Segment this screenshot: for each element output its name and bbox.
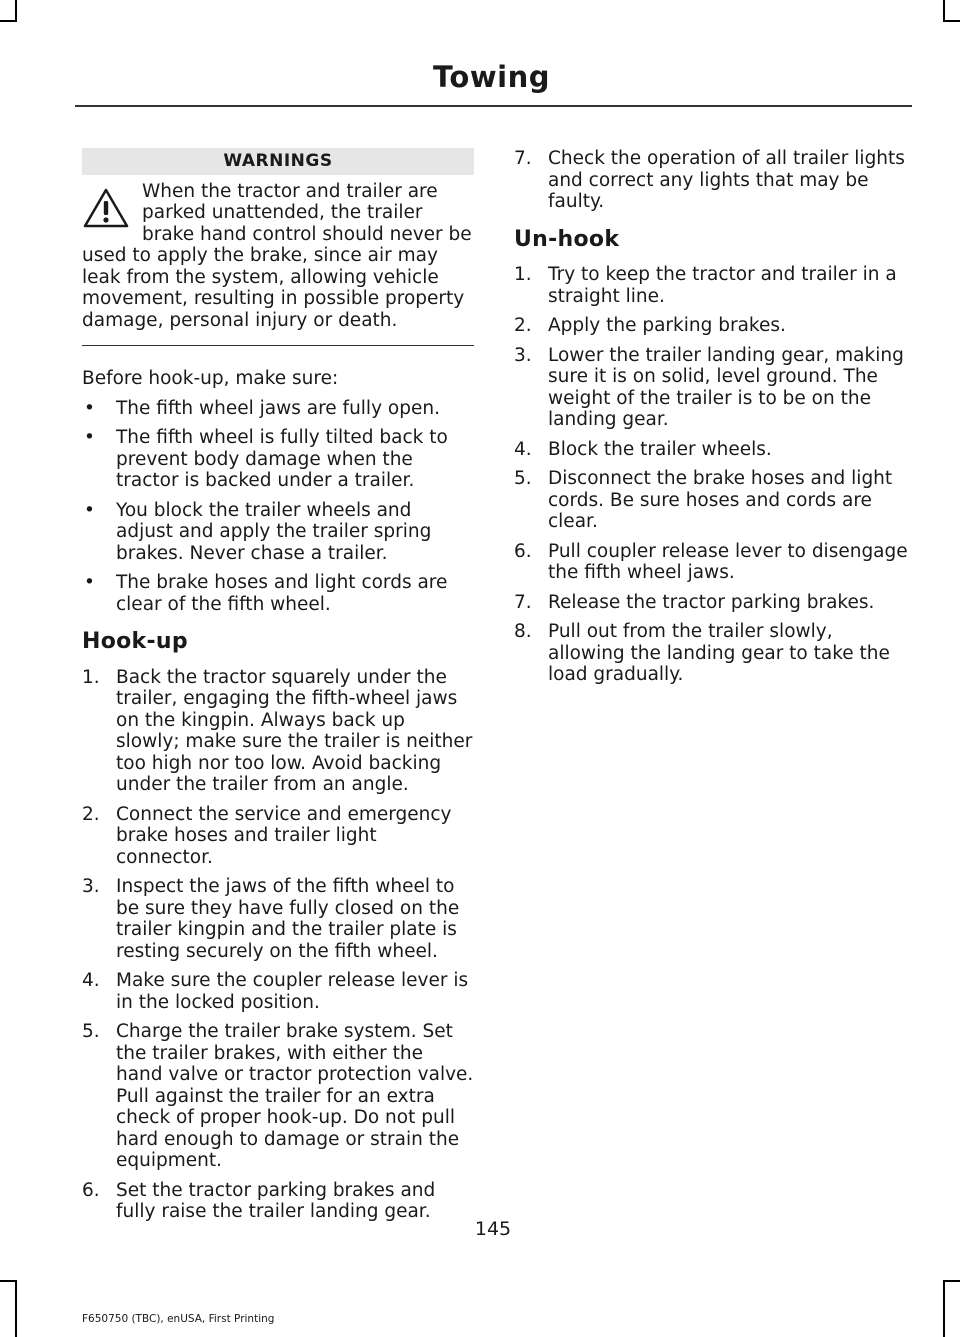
crop-mark <box>943 20 960 22</box>
list-item <box>514 468 910 533</box>
list-item <box>82 804 474 869</box>
list-item-text: You block the trailer wheels and adjust and apply the trailer spring brakes. Never chase a trailer. <box>116 499 432 564</box>
list-item <box>514 621 910 686</box>
step-text: Back the tractor squarely under the trailer, engaging the fifth-wheel jaws on the kingpin. Always back up slowly; make sure the trailer is neither too high nor too low. Avoid backing under the trailer from an angle. <box>116 666 473 795</box>
step-number: 5. <box>514 468 532 489</box>
page-number: 145 <box>474 1218 512 1240</box>
list-item <box>82 1021 474 1172</box>
list-item-text: The fifth wheel is fully tilted back to prevent body damage when the tractor is backed under a trailer. <box>116 427 448 491</box>
intro-text: Before hook-up, make sure: <box>82 368 339 389</box>
step-number: 6. <box>514 540 532 562</box>
step-text: Inspect the jaws of the fifth wheel to be sure they have fully closed on the trailer kingpin and the trailer plate is resting securely on the fifth wheel. <box>116 876 460 962</box>
header-divider <box>75 105 912 107</box>
list-item <box>514 439 910 461</box>
step-number: 3. <box>514 344 532 366</box>
step-number: 5. <box>82 1021 100 1042</box>
list-item <box>514 345 910 431</box>
bullet-icon: • <box>84 397 95 419</box>
warning-text: When the tractor and trailer are parked unattended, the trailer brake hand control should never be used to apply the brake, since air may leak from the system, allowing vehicle movement, resulting in possible property damage, personal injury or death. <box>82 180 472 331</box>
step-number: 2. <box>514 315 532 336</box>
step-text: Check the operation of all trailer lights and correct any lights that may be faulty. <box>548 148 905 212</box>
step-text: Disconnect the brake hoses and light cords. Be sure hoses and cords are clear. <box>548 468 893 532</box>
list-item <box>82 667 474 796</box>
unhook-heading: Un-hook <box>514 226 620 252</box>
step-text: Lower the trailer landing gear, making sure it is on solid, level ground. The weight of the trailer is to be on the landing gear. <box>548 344 904 430</box>
step-text: Connect the service and emergency brake hoses and trailer light connector. <box>116 803 452 868</box>
list-item <box>514 541 910 584</box>
list-item-text: The fifth wheel jaws are fully open. <box>116 397 440 419</box>
step-number: 7. <box>514 148 532 169</box>
warnings-heading: WARNINGS <box>82 148 474 175</box>
list-item <box>82 398 474 420</box>
step-number: 3. <box>82 876 100 897</box>
list-item <box>514 315 910 337</box>
list-item <box>82 500 474 565</box>
right-column <box>514 148 910 700</box>
bullet-icon: • <box>84 427 95 448</box>
step-text: Make sure the coupler release lever is in the locked position. <box>116 970 469 1013</box>
crop-mark <box>943 1280 945 1337</box>
bullet-icon: • <box>84 499 95 521</box>
step-text: Try to keep the tractor and trailer in a straight line. <box>548 264 897 307</box>
list-item <box>514 592 910 614</box>
warning-triangle-icon <box>82 187 130 229</box>
step-number: 2. <box>82 803 100 825</box>
crop-mark <box>0 20 17 22</box>
step-number: 7. <box>514 591 532 613</box>
step-text: Charge the trailer brake system. Set the trailer brakes, with either the hand valve or tractor protection valve. Pull against the trailer for an extra check of proper hook-up. Do not pull hard enough to damage or strain the equipment. <box>116 1021 474 1171</box>
crop-mark <box>0 1280 17 1282</box>
list-item <box>82 876 474 962</box>
step-number: 4. <box>82 970 100 991</box>
list-item-text: The brake hoses and light cords are clear of the fifth wheel. <box>116 572 448 615</box>
left-column <box>82 148 474 1237</box>
warnings-box <box>82 148 474 346</box>
step-text: Release the tractor parking brakes. <box>548 591 875 613</box>
checklist <box>82 398 474 616</box>
list-item <box>514 148 910 213</box>
list-item <box>82 572 474 615</box>
step-number: 1. <box>514 264 532 285</box>
hookup-steps-continued <box>514 148 910 213</box>
list-item <box>82 970 474 1013</box>
crop-mark <box>15 0 17 20</box>
step-text: Pull out from the trailer slowly, allowing the landing gear to take the load gradually. <box>548 621 890 685</box>
page-title: Towing <box>433 60 550 94</box>
bullet-icon: • <box>84 572 95 593</box>
step-number: 8. <box>514 621 532 642</box>
crop-mark <box>943 1280 960 1282</box>
crop-mark <box>15 1280 17 1337</box>
step-number: 4. <box>514 438 532 460</box>
list-item <box>514 264 910 307</box>
list-item <box>82 1180 474 1223</box>
step-number: 1. <box>82 666 100 688</box>
footer-text: F650750 (TBC), enUSA, First Printing <box>82 1313 275 1325</box>
unhook-steps <box>514 264 910 686</box>
step-text: Pull coupler release lever to disengage the fifth wheel jaws. <box>548 540 908 583</box>
hookup-heading: Hook-up <box>82 629 188 654</box>
step-text: Block the trailer wheels. <box>548 438 772 460</box>
step-number: 6. <box>82 1179 100 1201</box>
crop-mark <box>943 0 945 20</box>
step-text: Apply the parking brakes. <box>548 315 786 336</box>
hookup-steps <box>82 667 474 1223</box>
step-text: Set the tractor parking brakes and fully raise the trailer landing gear. <box>116 1179 436 1222</box>
list-item <box>82 427 474 492</box>
